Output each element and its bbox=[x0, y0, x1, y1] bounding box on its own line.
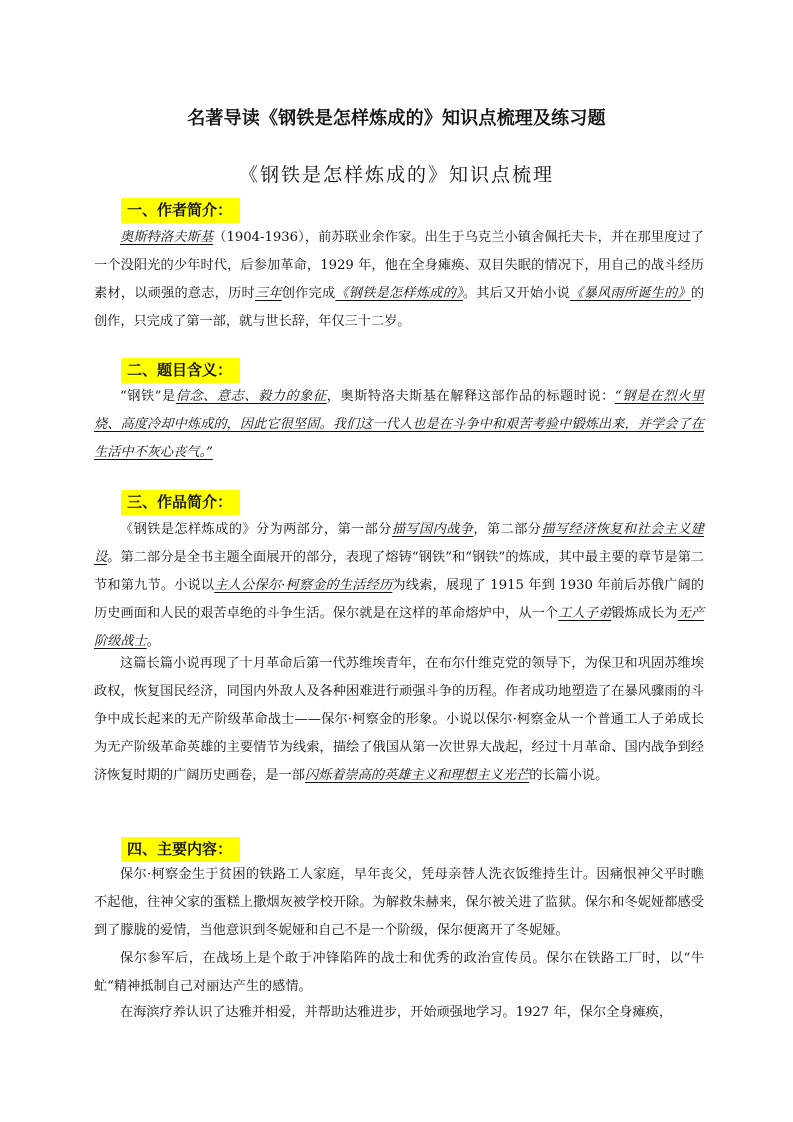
underlined-phrase: 《钢铁是怎样炼成的》 bbox=[335, 286, 463, 301]
text-run: “钢铁”是 bbox=[120, 389, 176, 404]
paragraph-main-content-1 bbox=[94, 861, 704, 945]
text-run: 创作完成 bbox=[281, 286, 336, 301]
section-heading-title-meaning: 二、题目含义： bbox=[121, 358, 240, 383]
document-title: 名著导读《钢铁是怎样炼成的》知识点梳理及练习题 bbox=[187, 108, 606, 129]
text-run: 保尔·柯察金生于贫困的铁路工人家庭，早年丧父，凭母亲替人洗衣饭维持生计。因痛恨神父平时瞧不起他，往神父家的蛋糕上撒烟灰被学校开除。为解救朱赫来，保尔被关进了监狱。保尔和冬妮娅都感受到了朦胧的爱情，当他意识到冬妮娅和自己不是一个阶级，保尔便离开了冬妮娅。 bbox=[94, 867, 704, 938]
text-run: 《钢铁是怎样炼成的》分为两部分，第一部分 bbox=[120, 522, 392, 537]
underlined-phrase: 三年 bbox=[254, 286, 282, 301]
underlined-phrase: 主人公保尔·柯察金的生活经历 bbox=[214, 578, 393, 593]
underlined-phrase: 《暴风雨所诞生的》 bbox=[570, 286, 691, 301]
underlined-phrase: 描写国内战争 bbox=[391, 522, 474, 537]
text-run: 在海滨疗养认识了达雅并相爱，并帮助达雅进步，开始顽强地学习。1927 年，保尔全身瘫痪， bbox=[120, 1005, 673, 1020]
section-heading-author: 一、作者简介： bbox=[121, 198, 240, 223]
underlined-phrase: 描写经济恢复和社会主义建设 bbox=[94, 522, 705, 565]
text-run: ，奥斯特洛夫斯基在解释这部作品的标题时说： bbox=[326, 389, 615, 404]
paragraph-author bbox=[94, 224, 704, 336]
text-run: 。其后又开始小说 bbox=[462, 286, 571, 301]
section-heading-work-intro: 三、作品简介： bbox=[121, 490, 240, 515]
text-run: （1904-1936），前苏联业余作家。出生于乌克兰小镇舍佩托夫卡，并在那里度过了一个没阳光的少年时代，后参加革命，1929 年，他在全身瘫痪、双目失眠的情况下，用自己的战斗经历素材，以顽强的意志，历时 bbox=[94, 230, 704, 301]
text-run: ，第二部分 bbox=[473, 522, 542, 537]
document-subtitle: 《钢铁是怎样炼成的》知识点梳理 bbox=[238, 164, 554, 186]
text-run: 为线索，展现了 1915 年到 1930 年前后苏俄广阔的历史画面和人民的艰苦卓绝的斗争生活。保尔就是在这样的革命熔炉中，从一个 bbox=[94, 578, 704, 621]
text-run: 的长篇小说。 bbox=[529, 768, 609, 783]
underlined-phrase: 奥斯特洛夫斯基 bbox=[120, 230, 214, 245]
paragraph-title-meaning bbox=[94, 383, 704, 467]
text-run: 锻炼成长为 bbox=[611, 606, 678, 621]
underlined-phrase: “钢是在烈火里烧、高度冷却中炼成的，因此它很坚固。我们这一代人也是在斗争中和艰苦考验中锻炼出来，并学会了在生活中不灰心丧气。” bbox=[94, 389, 705, 460]
underlined-phrase: 信念、意志、毅力的象征 bbox=[175, 389, 327, 404]
text-run: 。 bbox=[146, 634, 160, 649]
paragraph-main-content-3 bbox=[94, 999, 704, 1027]
paragraph-work-intro-1 bbox=[94, 516, 704, 656]
paragraph-main-content-2 bbox=[94, 945, 704, 1001]
text-run: 的创作，只完成了第一部，就与世长辞，年仅三十二岁。 bbox=[94, 286, 705, 329]
text-run: 这篇长篇小说再现了十月革命后第一代苏维埃青年，在布尔什维克党的领导下，为保卫和巩固苏维埃政权，恢复国民经济，同国内外敌人及各种困难进行顽强斗争的历程。作者成功地塑造了在暴风骤雨的斗争中成长起来的无产阶级革命战士——保尔·柯察金的形象。小说以保尔·柯察金从一个普通工人子弟成长为无产阶级革命英雄的主要情节为线索，描绘了俄国从第一次世界大战起，经过十月革命、国内战争到经济恢复时期的广阔历史画卷，是一部 bbox=[94, 656, 704, 783]
text-run: 。第二部分是全书主题全面展开的部分，表现了熔铸“钢铁”和“钢铁”的炼成，其中最主要的章节是第二节和第九节。小说以 bbox=[94, 550, 704, 593]
paragraph-work-intro-2 bbox=[94, 650, 704, 790]
underlined-phrase: 工人子弟 bbox=[558, 606, 612, 621]
section-heading-main-content: 四、主要内容： bbox=[121, 837, 240, 862]
underlined-phrase: 无产阶级战士 bbox=[94, 606, 705, 649]
underlined-phrase: 闪烁着崇高的英雄主义和理想主义光芒 bbox=[305, 768, 530, 783]
text-run: 保尔参军后，在战场上是个敢于冲锋陷阵的战士和优秀的政治宣传员。保尔在铁路工厂时，以“牛虻“精神抵制自己对丽达产生的感情。 bbox=[94, 951, 704, 994]
